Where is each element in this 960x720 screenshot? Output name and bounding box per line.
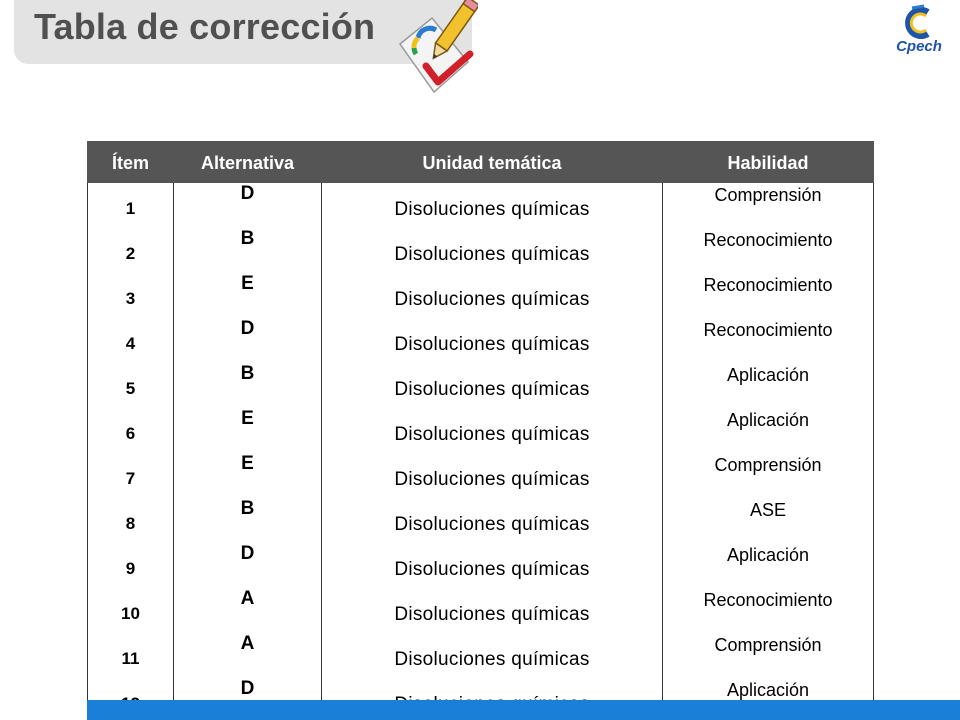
answer-alternative: B: [174, 228, 322, 273]
item-number: 8: [88, 498, 174, 543]
skill: Reconocimiento: [663, 318, 874, 363]
skill: Reconocimiento: [663, 228, 874, 273]
skill: Aplicación: [663, 408, 874, 453]
answer-alternative: E: [174, 453, 322, 498]
thematic-unit: Disoluciones químicas: [322, 543, 663, 588]
table-row: [88, 588, 874, 633]
item-number: 11: [88, 633, 174, 678]
table-row: [88, 498, 874, 543]
skill: Aplicación: [663, 543, 874, 588]
thematic-unit: Disoluciones químicas: [322, 183, 663, 229]
table-row: [88, 633, 874, 678]
table-row: [88, 408, 874, 453]
item-number: 10: [88, 588, 174, 633]
thematic-unit: Disoluciones químicas: [322, 318, 663, 363]
skill: Reconocimiento: [663, 273, 874, 318]
skill: Comprensión: [663, 453, 874, 498]
item-number: 3: [88, 273, 174, 318]
skill: Comprensión: [663, 183, 874, 229]
thematic-unit: Disoluciones químicas: [322, 363, 663, 408]
answer-alternative: B: [174, 363, 322, 408]
answer-alternative: D: [174, 318, 322, 363]
cpech-logo: [888, 4, 950, 64]
item-number: 5: [88, 363, 174, 408]
skill: Reconocimiento: [663, 588, 874, 633]
thematic-unit: Disoluciones químicas: [322, 498, 663, 543]
table-row: [88, 318, 874, 363]
skill: Aplicación: [663, 363, 874, 408]
thematic-unit: Disoluciones químicas: [322, 273, 663, 318]
skill: Comprensión: [663, 633, 874, 678]
thematic-unit: Disoluciones químicas: [322, 633, 663, 678]
bottom-accent-bar: [87, 700, 960, 720]
correction-table: [87, 141, 874, 720]
table-row: [88, 543, 874, 588]
item-number: 6: [88, 408, 174, 453]
table-header-row: [88, 142, 874, 183]
logo-text: Cpech: [896, 38, 942, 55]
answer-alternative: E: [174, 408, 322, 453]
answer-alternative: A: [174, 588, 322, 633]
answer-alternative: D: [174, 183, 322, 229]
cpech-logo-mark: [888, 4, 950, 40]
answer-alternative: A: [174, 633, 322, 678]
skill: Aplicación: [663, 678, 874, 720]
answer-alternative: D: [174, 678, 322, 720]
item-number: 2: [88, 228, 174, 273]
table-row: [88, 363, 874, 408]
item-number: 4: [88, 318, 174, 363]
pencil-check-icon: [396, 0, 478, 102]
skill: ASE: [663, 498, 874, 543]
thematic-unit: Disoluciones químicas: [322, 453, 663, 498]
answer-alternative: E: [174, 273, 322, 318]
thematic-unit: Disoluciones químicas: [322, 588, 663, 633]
thematic-unit: Disoluciones químicas: [322, 228, 663, 273]
thematic-unit: Disoluciones químicas: [322, 408, 663, 453]
item-number: 1: [88, 183, 174, 229]
table-row: [88, 453, 874, 498]
column-header-skill: Habilidad: [663, 142, 874, 183]
answer-alternative: B: [174, 498, 322, 543]
item-number: 7: [88, 453, 174, 498]
column-header-alternative: Alternativa: [174, 142, 322, 183]
item-number: 9: [88, 543, 174, 588]
answer-alternative: D: [174, 543, 322, 588]
table-row: [88, 183, 874, 229]
table-row: [88, 273, 874, 318]
column-header-item: Ítem: [88, 142, 174, 183]
page-title: Tabla de corrección: [34, 6, 376, 47]
column-header-unit: Unidad temática: [322, 142, 663, 183]
table-row: [88, 228, 874, 273]
